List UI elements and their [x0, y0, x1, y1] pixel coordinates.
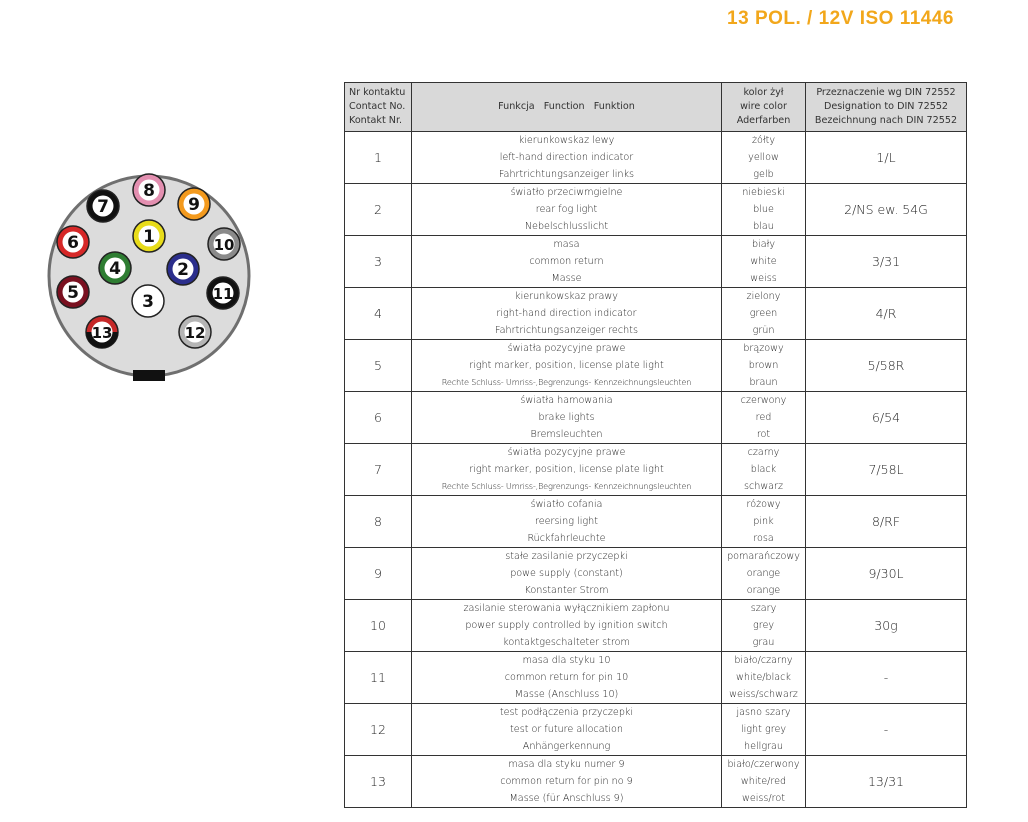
wire-color-line: biało/czarny [734, 655, 793, 666]
din-designation-cell: 4/R [806, 288, 967, 340]
contact-number-cell: 2 [345, 184, 412, 236]
wire-color-line: pomarańczowy [727, 551, 800, 562]
wire-color-cell [722, 548, 806, 600]
din-designation-cell: 3/31 [806, 236, 967, 288]
pin-5 [57, 276, 89, 308]
wire-color-line: black [750, 464, 777, 475]
function-line: right-hand direction indicator [496, 308, 637, 319]
function-line: kierunkowskaz prawy [515, 291, 618, 302]
header-wire-color [722, 83, 806, 132]
function-cell [412, 496, 722, 548]
contact-number-cell: 4 [345, 288, 412, 340]
wire-color-line: weiss/schwarz [729, 689, 798, 700]
table-row [345, 288, 967, 340]
wire-color-cell [722, 704, 806, 756]
pin-label: 10 [213, 236, 235, 254]
header-contact [345, 83, 412, 132]
function-line: power supply controlled by ignition switch [465, 620, 668, 631]
wire-color-line: green [749, 308, 778, 319]
wire-color-line: rot [756, 429, 771, 440]
din-designation-cell: 30g [806, 600, 967, 652]
pin-label: 1 [143, 227, 155, 247]
pin-label: 2 [177, 260, 189, 280]
function-line: masa dla styku numer 9 [508, 759, 625, 770]
function-line: kierunkowskaz lewy [518, 135, 615, 146]
pin-3 [132, 285, 164, 317]
wire-color-line: niebieski [742, 187, 785, 198]
function-line: Fahrtrichtungsanzeiger rechts [495, 325, 638, 336]
header-contact-de: Kontakt Nr. [349, 115, 403, 126]
din-designation-cell: - [806, 652, 967, 704]
din-designation-cell: 6/54 [806, 392, 967, 444]
table-row [345, 444, 967, 496]
header-color-de: Aderfarben [736, 115, 791, 126]
contact-number-cell: 8 [345, 496, 412, 548]
function-line: światła pozycyjne prawe [507, 343, 626, 354]
function-cell [412, 704, 722, 756]
wire-color-line: pink [753, 516, 774, 527]
wire-color-line: weiss [750, 273, 777, 284]
function-line: światła pozycyjne prawe [507, 447, 626, 458]
table-row [345, 496, 967, 548]
pin-label: 12 [184, 324, 206, 342]
function-line: common return for pin no 9 [500, 776, 633, 787]
table-row [345, 184, 967, 236]
contact-number-cell: 12 [345, 704, 412, 756]
contact-number-cell: 5 [345, 340, 412, 392]
function-line: left-hand direction indicator [499, 152, 634, 163]
din-designation-cell: 1/L [806, 132, 967, 184]
header-contact-en: Contact No. [349, 101, 406, 112]
socket-pinout-svg [28, 170, 270, 386]
pin-13 [86, 316, 118, 348]
wire-color-line: rosa [753, 533, 774, 544]
contact-number-cell: 10 [345, 600, 412, 652]
pin-label: 9 [188, 195, 200, 215]
wire-color-line: zielony [746, 291, 781, 302]
pin-2 [167, 253, 199, 285]
function-line: rear fog light [535, 204, 598, 215]
function-line: test or future allocation [510, 724, 623, 735]
wire-color-cell [722, 132, 806, 184]
function-line: Rechte Schluss- Umriss-,Begrenzungs- Kennzeichnungsleuchten [441, 481, 692, 491]
function-line: Masse [551, 273, 582, 284]
header-function-label: Funkcja Function Funktion [498, 101, 635, 112]
header-function [412, 83, 722, 132]
wire-color-cell [722, 392, 806, 444]
wire-color-cell [722, 340, 806, 392]
contact-number-cell: 9 [345, 548, 412, 600]
function-line: masa [553, 239, 580, 250]
function-line: powe supply (constant) [510, 568, 623, 579]
pin-label: 11 [212, 285, 234, 303]
function-line: right marker, position, license plate light [469, 464, 664, 475]
socket-key-notch [133, 370, 165, 381]
pin-12 [179, 316, 211, 348]
function-line: right marker, position, license plate light [469, 360, 664, 371]
function-cell [412, 600, 722, 652]
wire-color-line: grün [752, 325, 775, 336]
wire-color-line: braun [749, 377, 778, 388]
table-row [345, 392, 967, 444]
contact-number-cell: 13 [345, 756, 412, 808]
function-line: Anhängerkennung [522, 741, 611, 752]
contact-number-cell: 3 [345, 236, 412, 288]
contact-number-cell: 11 [345, 652, 412, 704]
wire-color-cell [722, 652, 806, 704]
wire-color-line: brązowy [743, 343, 784, 354]
pin-8 [133, 174, 165, 206]
wire-color-line: biało/czerwony [727, 759, 800, 770]
pinout-table [344, 82, 967, 808]
wire-color-line: biały [751, 239, 776, 250]
wire-color-cell [722, 600, 806, 652]
table-row [345, 340, 967, 392]
function-line: brake lights [538, 412, 595, 423]
function-line: zasilanie sterowania wyłącznikiem zapłonu [463, 603, 670, 614]
table-row [345, 548, 967, 600]
pin-label: 4 [109, 259, 121, 279]
function-line: stałe zasilanie przyczepki [505, 551, 628, 562]
pin-label: 3 [142, 292, 154, 312]
function-line: światło przeciwmgielne [510, 187, 623, 198]
wire-color-line: weiss/rot [741, 793, 785, 804]
function-line: common return for pin 10 [504, 672, 629, 683]
wire-color-cell [722, 496, 806, 548]
function-cell [412, 132, 722, 184]
wire-color-line: orange [746, 585, 781, 596]
socket-diagram [28, 170, 270, 386]
contact-number-cell: 7 [345, 444, 412, 496]
din-designation-cell: 13/31 [806, 756, 967, 808]
function-line: Rückfahrleuchte [527, 533, 606, 544]
table-row [345, 704, 967, 756]
pin-1 [133, 220, 165, 252]
function-cell [412, 184, 722, 236]
function-line: Bremsleuchten [530, 429, 603, 440]
function-line: Masse (für Anschluss 9) [509, 793, 624, 804]
wire-color-cell [722, 236, 806, 288]
wire-color-cell [722, 184, 806, 236]
table-row [345, 756, 967, 808]
wire-color-line: różowy [746, 499, 781, 510]
wire-color-line: żółty [751, 135, 776, 146]
function-line: masa dla styku 10 [522, 655, 611, 666]
pin-label: 7 [97, 197, 109, 217]
wire-color-line: hellgrau [744, 741, 783, 752]
wire-color-line: white [750, 256, 777, 267]
function-cell [412, 548, 722, 600]
wire-color-line: grau [752, 637, 775, 648]
pin-7 [87, 190, 119, 222]
pin-label: 6 [67, 233, 79, 253]
din-designation-cell: 8/RF [806, 496, 967, 548]
function-line: Fahrtrichtungsanzeiger links [498, 169, 635, 180]
function-cell [412, 392, 722, 444]
wire-color-line: brown [748, 360, 779, 371]
function-line: Nebelschlusslicht [524, 221, 609, 232]
page-title: 13 POL. / 12V ISO 11446 [727, 8, 954, 29]
pin-label: 8 [143, 181, 155, 201]
din-designation-cell: 9/30L [806, 548, 967, 600]
header-color-en: wire color [740, 101, 787, 112]
table-row [345, 652, 967, 704]
pin-label: 5 [67, 283, 79, 303]
wire-color-line: blau [753, 221, 774, 232]
header-contact-pl: Nr kontaktu [349, 87, 406, 98]
table-header-row [345, 83, 967, 132]
header-din [806, 83, 967, 132]
wire-color-line: czerwony [740, 395, 787, 406]
wire-color-line: light grey [740, 724, 787, 735]
wire-color-line: blue [753, 204, 774, 215]
contact-number-cell: 1 [345, 132, 412, 184]
pin-6 [57, 226, 89, 258]
function-line: reersing light [535, 516, 598, 527]
function-cell [412, 652, 722, 704]
pin-11 [207, 277, 239, 309]
header-din-pl: Przeznaczenie wg DIN 72552 [816, 87, 956, 98]
function-line: common return [529, 256, 604, 267]
function-line: test podłączenia przyczepki [499, 707, 634, 718]
header-color-pl: kolor żył [743, 87, 784, 98]
wire-color-cell [722, 288, 806, 340]
header-din-en: Designation to DIN 72552 [823, 101, 949, 112]
wire-color-line: white/black [736, 672, 791, 683]
pin-10 [208, 228, 240, 260]
function-cell [412, 444, 722, 496]
function-cell [412, 756, 722, 808]
function-cell [412, 236, 722, 288]
pin-label: 13 [91, 324, 113, 342]
din-designation-cell: 7/58L [806, 444, 967, 496]
wire-color-line: szary [750, 603, 777, 614]
wire-color-cell [722, 756, 806, 808]
wire-color-line: yellow [748, 152, 779, 163]
wire-color-line: schwarz [743, 481, 784, 492]
table-row [345, 600, 967, 652]
contact-number-cell: 6 [345, 392, 412, 444]
function-line: kontaktgeschalteter strom [503, 637, 630, 648]
function-line: Masse (Anschluss 10) [514, 689, 619, 700]
din-designation-cell: 5/58R [806, 340, 967, 392]
table-row [345, 132, 967, 184]
pin-4 [99, 252, 131, 284]
wire-color-cell [722, 444, 806, 496]
wire-color-line: grey [752, 620, 775, 631]
function-line: światło cofania [530, 499, 603, 510]
wire-color-line: jasno szary [736, 707, 791, 718]
function-cell [412, 340, 722, 392]
table-row [345, 236, 967, 288]
din-designation-cell: - [806, 704, 967, 756]
header-din-de: Bezeichnung nach DIN 72552 [814, 115, 958, 126]
function-line: Rechte Schluss- Umriss-,Begrenzungs- Kennzeichnungsleuchten [441, 377, 692, 387]
pin-9 [178, 188, 210, 220]
function-cell [412, 288, 722, 340]
din-designation-cell: 2/NS ew. 54G [806, 184, 967, 236]
function-line: światła hamowania [520, 395, 613, 406]
wire-color-line: white/red [740, 776, 787, 787]
wire-color-line: gelb [753, 169, 774, 180]
wire-color-line: red [755, 412, 772, 423]
function-line: Konstanter Strom [524, 585, 609, 596]
wire-color-line: orange [746, 568, 781, 579]
wire-color-line: czarny [747, 447, 780, 458]
